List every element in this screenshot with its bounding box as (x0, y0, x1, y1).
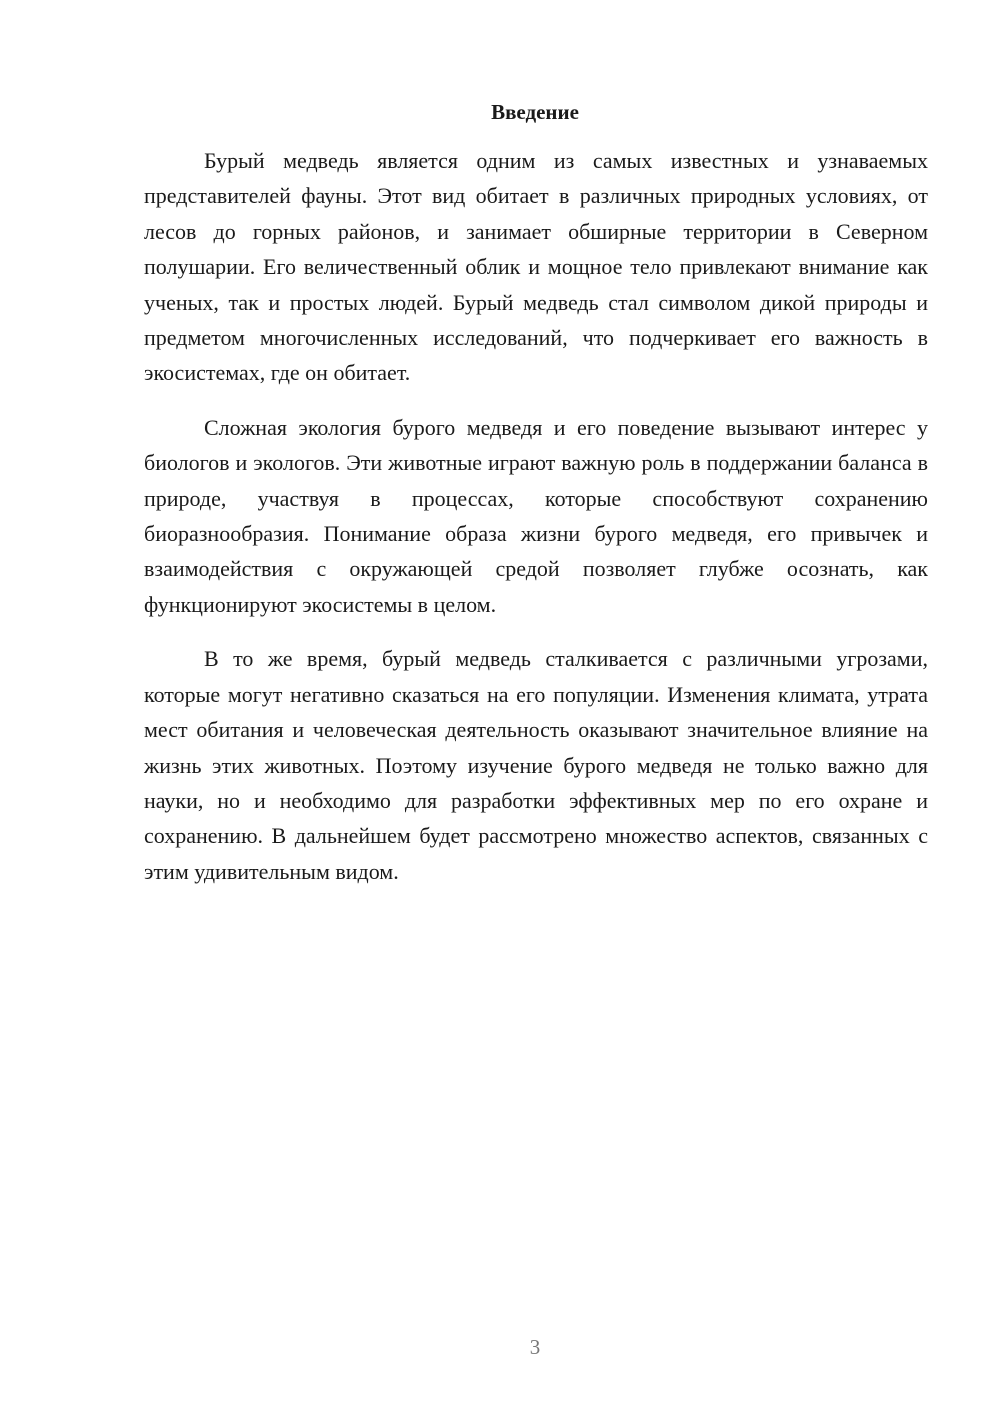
paragraph-3: В то же время, бурый медведь сталкивается с различными угрозами, которые могут негативно сказаться на его популяции. Изменения климата, утрата мест обитания и человеческая деятельность оказывают значительное влияние на жизнь этих животных. Поэтому изучение бурого медведя не только важно для науки, но и необходимо для разработки эффективных мер по его охране и сохранению. В дальнейшем будет рассмотрено множество аспектов, связанных с этим удивительным видом. (144, 646, 928, 884)
paragraph-1: Бурый медведь является одним из самых известных и узнаваемых представителей фауны. Этот вид обитает в различных природных условиях, от лесов до горных районов, и занимает обширные территории в Северном полушарии. Его величественный облик и мощное тело привлекают внимание как ученых, так и простых людей. Бурый медведь стал символом дикой природы и предметом многочисленных исследований, что подчеркивает его важность в экосистемах, где он обитает. (144, 148, 928, 386)
page-number: 3 (529, 1335, 541, 1359)
paragraph-2: Сложная экология бурого медведя и его поведение вызывают интерес у биологов и экологов. Эти животные играют важную роль в поддержании баланса в природе, участвуя в процессах, которые способствуют сохранению биоразнообразия. Понимание образа жизни бурого медведя, его привычек и взаимодействия с окружающей средой позволяет глубже осознать, как функционируют экосистемы в целом. (144, 414, 928, 617)
section-heading: Введение (491, 100, 579, 124)
body-text (144, 143, 928, 889)
